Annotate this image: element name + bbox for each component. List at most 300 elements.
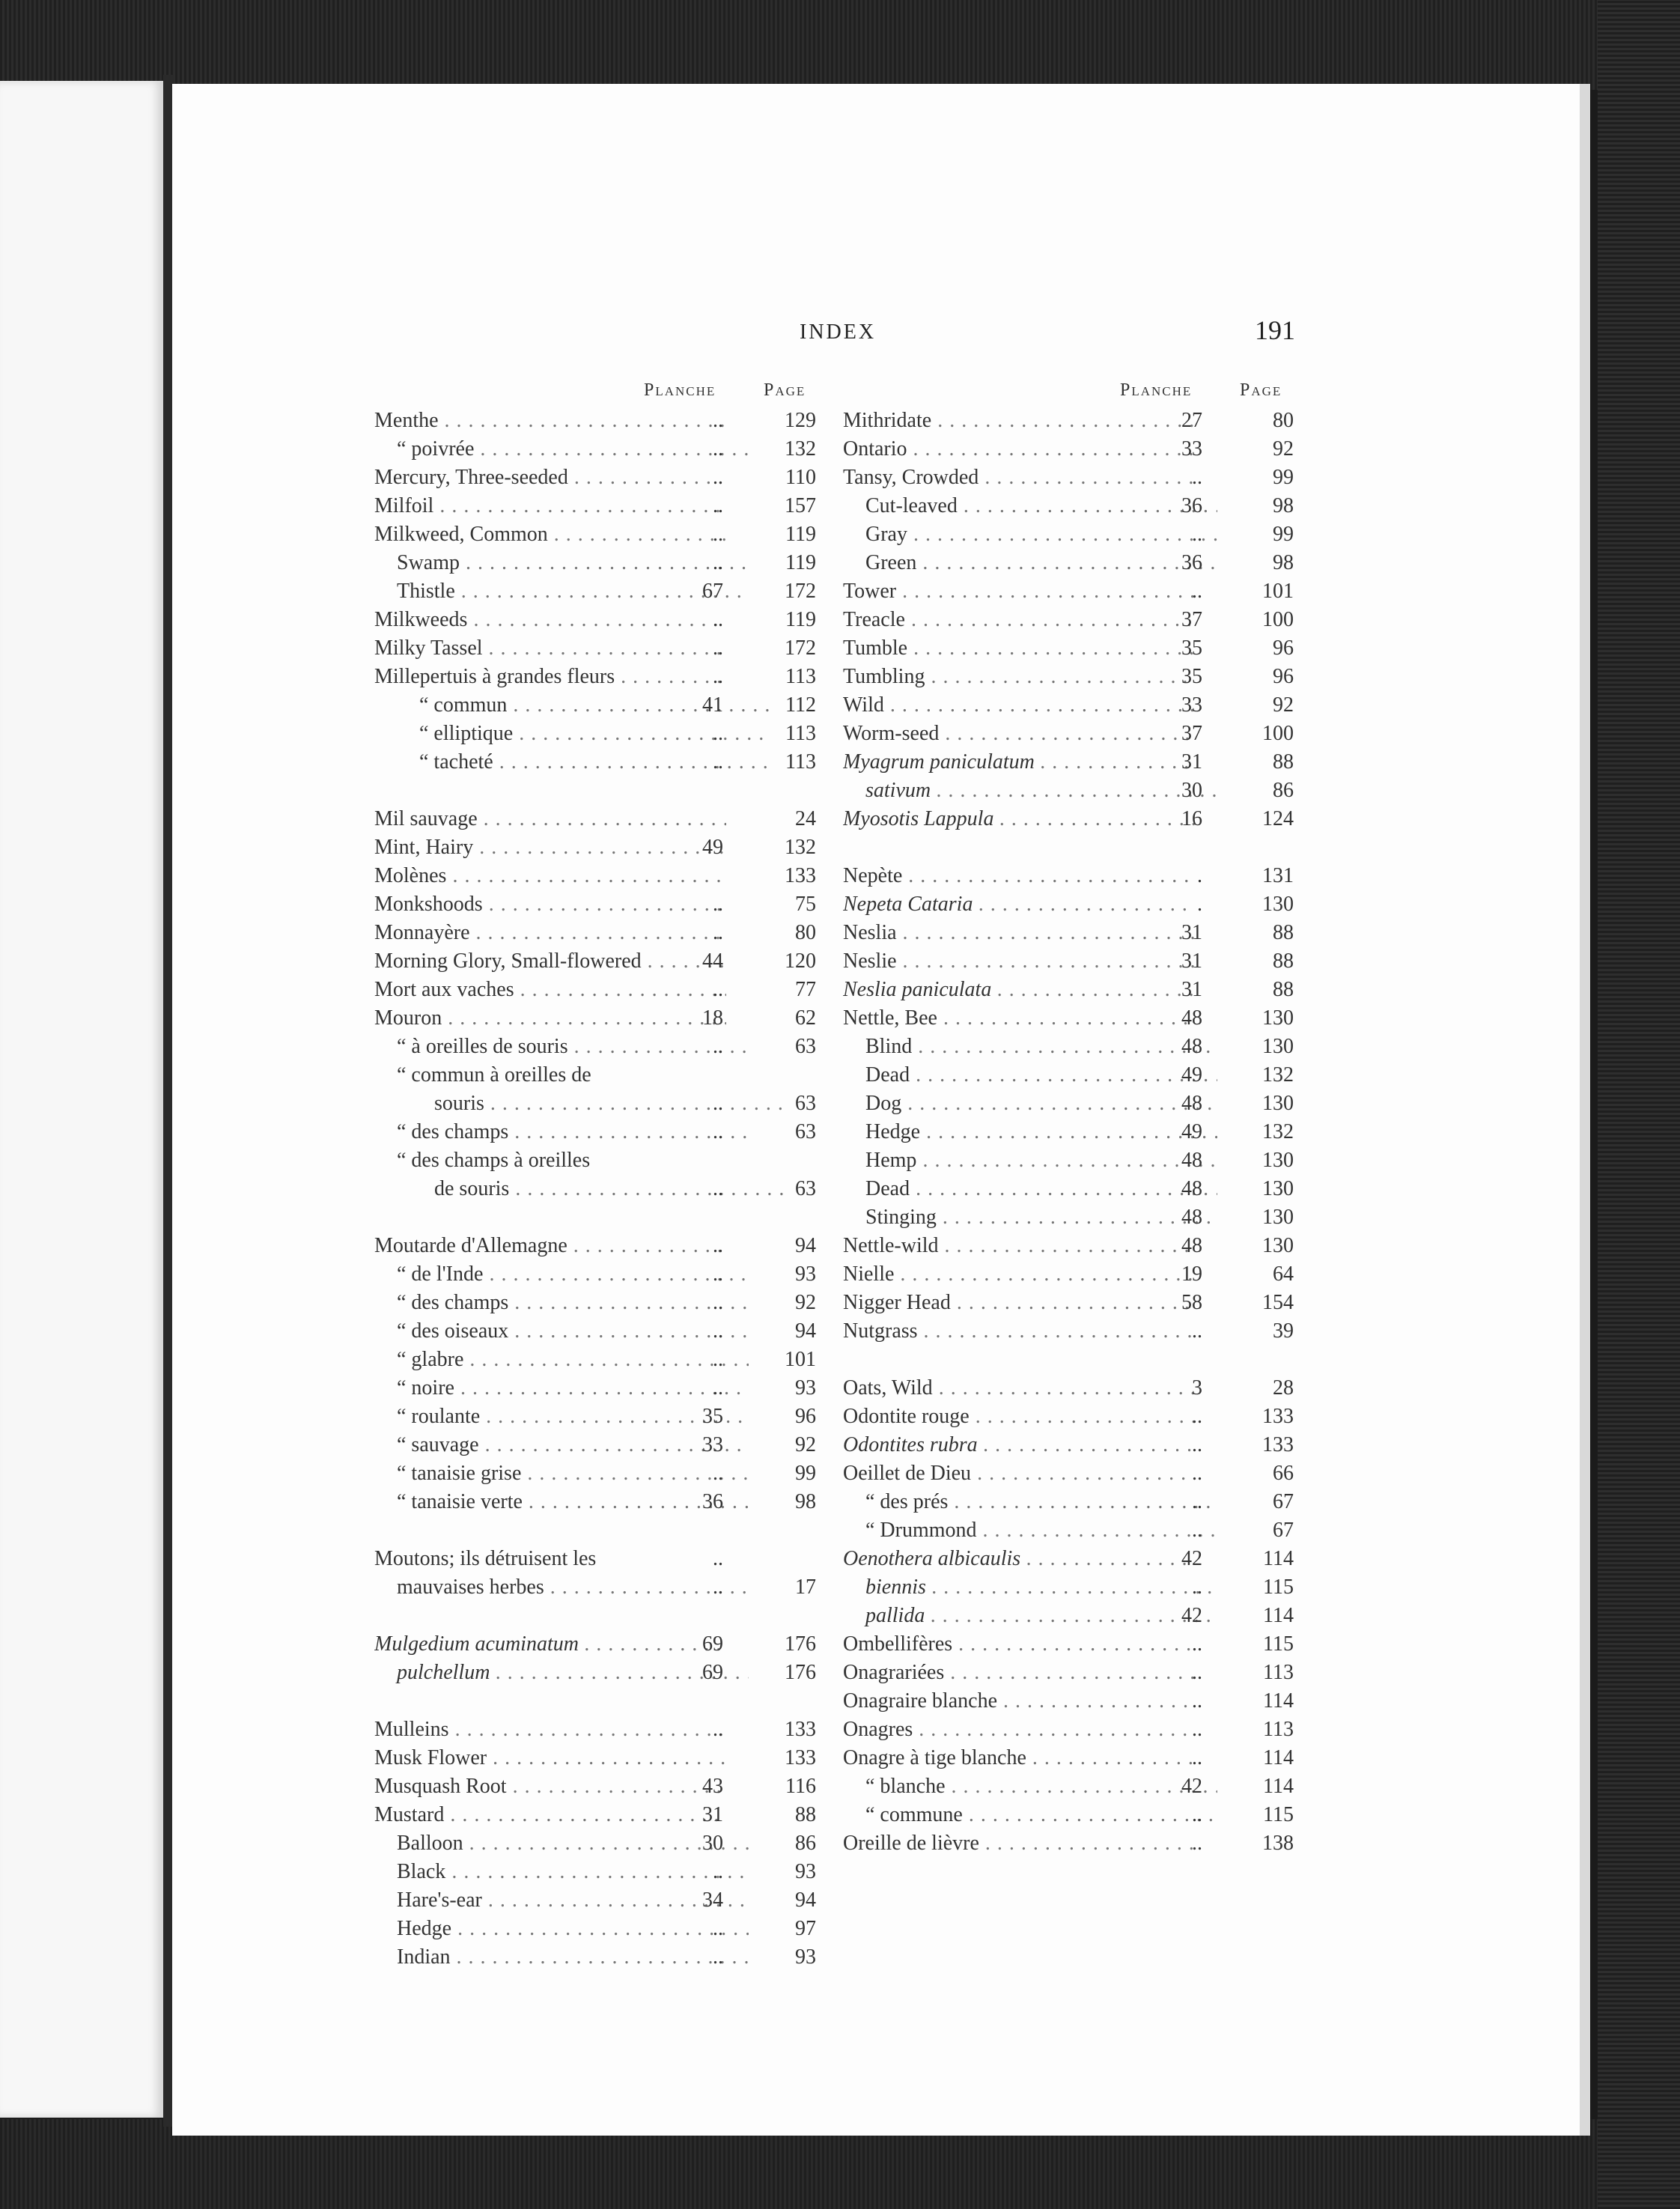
entry-name: Dead . . . (843, 1063, 1217, 1087)
entry-planche: 67 (702, 580, 723, 603)
index-entry (843, 1516, 1301, 1544)
entry-name: Morning Glory, Small-flowered . . . (374, 949, 726, 973)
entry-name: Indian . . . (374, 1945, 749, 1969)
entry-page: 100 (1262, 722, 1294, 745)
entry-name: Milkweeds . . . (374, 608, 726, 632)
entry-planche: .. (713, 1120, 723, 1143)
index-entry (374, 719, 824, 747)
entry-planche: .. (1192, 1319, 1202, 1343)
index-entry (374, 1402, 824, 1430)
entry-planche: 30 (702, 1832, 723, 1855)
index-entry (843, 1715, 1301, 1743)
entry-page: 96 (795, 1405, 816, 1428)
entry-planche: .. (713, 1177, 723, 1200)
entry-page: 132 (785, 836, 816, 859)
planche-heading: Planche (644, 380, 716, 400)
entry-planche: 27 (1181, 409, 1202, 432)
index-entry (374, 1117, 824, 1146)
entry-name: Thistle . . . (374, 580, 749, 604)
entry-planche: .. (1192, 523, 1202, 546)
entry-planche: 31 (1181, 978, 1202, 1001)
index-entry (843, 1573, 1301, 1601)
entry-name: Onagre à tige blanche . . . (843, 1746, 1195, 1770)
entry-name: “ des prés . . . (843, 1490, 1217, 1514)
entry-planche: .. (713, 1576, 723, 1599)
entry-planche: .. (1192, 1405, 1202, 1428)
entry-name: Swamp . . . (374, 551, 749, 575)
entry-planche: 31 (1181, 750, 1202, 774)
index-entry (374, 1942, 824, 1971)
entry-planche: 35 (702, 1405, 723, 1428)
page-number: 191 (1255, 315, 1295, 345)
planche-heading: Planche (1120, 380, 1193, 400)
entry-planche: 48 (1181, 1177, 1202, 1200)
index-entry (374, 690, 824, 719)
page-heading: Page (764, 380, 806, 400)
entry-page: 63 (795, 1035, 816, 1058)
index-entry (374, 1459, 824, 1487)
entry-planche: 42 (1181, 1547, 1202, 1570)
entry-page: 88 (1273, 949, 1294, 973)
entry-page: 114 (1263, 1775, 1294, 1798)
entry-page: 130 (1262, 1177, 1294, 1200)
index-entry (374, 1658, 824, 1686)
entry-planche: 69 (702, 1661, 723, 1684)
index-column-right (843, 380, 1301, 1857)
entry-page: 88 (795, 1803, 816, 1826)
entry-name: “ roulante . . . (374, 1405, 749, 1429)
entry-name: Myagrum paniculatum . . . (843, 750, 1195, 774)
index-entry (374, 1032, 824, 1060)
entry-name: de souris . . . (374, 1177, 786, 1201)
index-entry (843, 548, 1301, 577)
entry-planche: .. (713, 665, 723, 688)
entry-name: Milkweed, Common . . . (374, 523, 726, 547)
entry-planche: 49 (1181, 1120, 1202, 1143)
entry-planche: .. (713, 1547, 723, 1570)
entry-name: Myosotis Lappula . . . (843, 807, 1195, 831)
index-column-left (374, 380, 824, 1971)
entry-page: 132 (1262, 1063, 1294, 1087)
entry-planche: 49 (702, 836, 723, 859)
index-entry (374, 605, 824, 633)
entry-page: 119 (785, 551, 816, 574)
entry-name: Nepète . . . (843, 864, 1195, 888)
index-entry (843, 1316, 1301, 1345)
entry-planche: 31 (1181, 921, 1202, 944)
entry-page: 110 (785, 466, 816, 489)
entry-page: 80 (1273, 409, 1294, 432)
entry-planche: 42 (1181, 1604, 1202, 1627)
index-entry (374, 1231, 824, 1260)
entry-page: 113 (1263, 1661, 1294, 1684)
entry-name: Hedge . . . (843, 1120, 1217, 1144)
index-entry (843, 406, 1301, 434)
entry-name: “ poivrée . . . (374, 437, 749, 461)
index-entry (374, 747, 824, 776)
entry-planche: .. (713, 722, 723, 745)
entry-name: Mustard . . . (374, 1803, 726, 1827)
entry-name: Ontario . . . (843, 437, 1195, 461)
entry-planche: 16 (1181, 807, 1202, 830)
entry-page: 172 (785, 580, 816, 603)
index-entry (374, 1345, 824, 1373)
entry-planche: 58 (1181, 1291, 1202, 1314)
page-heading: Page (1240, 380, 1282, 400)
entry-page: 96 (1273, 636, 1294, 660)
entry-name: Monkshoods . . . (374, 893, 726, 917)
entry-name: “ elliptique . . . (374, 722, 771, 746)
index-entry (374, 1743, 824, 1772)
entry-page: 130 (1262, 893, 1294, 916)
entry-page: 130 (1262, 1234, 1294, 1257)
entry-name: Nepeta Cataria . . . (843, 893, 1195, 917)
entry-page: 93 (795, 1376, 816, 1400)
entry-name: Blind . . . (843, 1035, 1217, 1059)
entry-name: biennis . . . (843, 1576, 1217, 1599)
index-entries-right (843, 406, 1301, 1857)
entry-name: Tumble . . . (843, 636, 1195, 660)
index-entry (843, 662, 1301, 690)
entry-page: 92 (1273, 693, 1294, 717)
entry-name: Balloon . . . (374, 1832, 749, 1856)
entry-page: 113 (785, 750, 816, 774)
book-cover-right (1598, 0, 1680, 2209)
index-entry (843, 804, 1301, 833)
entry-page: 98 (1273, 494, 1294, 517)
entry-page: 92 (795, 1291, 816, 1314)
entry-planche: .. (1192, 580, 1202, 603)
entry-page: 93 (795, 1262, 816, 1286)
entry-name: Hedge . . . (374, 1917, 749, 1941)
entry-page: 99 (1273, 466, 1294, 489)
index-entry (374, 1772, 824, 1800)
index-entry (374, 1487, 824, 1516)
entry-planche: 36 (1181, 551, 1202, 574)
entry-planche: .. (1192, 1689, 1202, 1713)
entry-name: Worm-seed . . . (843, 722, 1195, 746)
entry-page: 120 (785, 949, 816, 973)
entry-name: Menthe . . . (374, 409, 726, 433)
index-entry (374, 662, 824, 690)
entry-name: Mercury, Three-seeded . . . (374, 466, 726, 490)
entry-name: Mint, Hairy . . . (374, 836, 726, 860)
entry-planche: .. (1192, 1746, 1202, 1769)
entry-page: 113 (785, 665, 816, 688)
entry-planche: 42 (1181, 1775, 1202, 1798)
index-entry (374, 1060, 824, 1089)
index-entry (843, 1800, 1301, 1829)
entry-planche: .. (1192, 1490, 1202, 1513)
index-entry (843, 605, 1301, 633)
entry-planche: .. (1192, 1718, 1202, 1741)
entry-name: “ à oreilles de souris . . . (374, 1035, 749, 1059)
index-entry (843, 1743, 1301, 1772)
running-header-title: INDEX (800, 320, 877, 344)
entry-name: Millepertuis à grandes fleurs . . . (374, 665, 726, 689)
entry-name: Neslia paniculata . . . (843, 978, 1195, 1002)
entry-planche: .. (713, 409, 723, 432)
index-entry (374, 633, 824, 662)
entry-planche: 33 (1181, 693, 1202, 717)
entry-page: 98 (1273, 551, 1294, 574)
entry-name: Gray . . . (843, 523, 1217, 547)
entry-name: “ commun à oreilles de (397, 1063, 591, 1087)
entry-page: 154 (1262, 1291, 1294, 1314)
index-entry (374, 1715, 824, 1743)
entry-planche: 34 (702, 1889, 723, 1912)
index-entry (374, 833, 824, 861)
entry-name: Stinging . . . (843, 1206, 1217, 1230)
entry-name: Wild . . . (843, 693, 1195, 717)
entry-planche: 69 (702, 1632, 723, 1656)
entry-name: Nielle . . . (843, 1262, 1195, 1286)
entry-page: 114 (1263, 1746, 1294, 1769)
entry-page: 130 (1262, 1149, 1294, 1172)
entry-name: Milfoil . . . (374, 494, 726, 518)
entry-planche: 31 (702, 1803, 723, 1826)
index-entry (843, 463, 1301, 491)
entry-planche: 33 (1181, 437, 1202, 461)
index-entry (843, 1459, 1301, 1487)
index-entry (374, 1629, 824, 1658)
column-headings (843, 380, 1301, 406)
entry-page: 119 (785, 523, 816, 546)
entry-name: souris . . . (374, 1092, 786, 1116)
index-entry (843, 1174, 1301, 1203)
book-cover-top (0, 0, 1680, 90)
entry-planche: .. (1192, 1632, 1202, 1656)
entry-name: pallida . . . (843, 1604, 1217, 1628)
entry-name: Oenothera albicaulis . . . (843, 1547, 1195, 1571)
entry-planche: 30 (1181, 779, 1202, 802)
entry-planche: .. (713, 494, 723, 517)
index-entry (843, 1601, 1301, 1629)
entry-planche: 33 (702, 1433, 723, 1456)
entry-planche: .. (713, 636, 723, 660)
entry-name: Hare's-ear . . . (374, 1889, 749, 1912)
entry-page: 130 (1262, 1035, 1294, 1058)
index-entry (374, 577, 824, 605)
entry-planche: .. (713, 551, 723, 574)
entry-page: 39 (1273, 1319, 1294, 1343)
index-entry (843, 1117, 1301, 1146)
index-entry (374, 975, 824, 1003)
entry-planche: .. (713, 466, 723, 489)
entry-name: “ des oiseaux . . . (374, 1319, 749, 1343)
entry-name: “ blanche . . . (843, 1775, 1217, 1799)
index-entry (843, 1146, 1301, 1174)
entry-name: Tower . . . (843, 580, 1195, 604)
entry-name: “ sauvage . . . (374, 1433, 749, 1457)
entry-planche: 49 (1181, 1063, 1202, 1087)
entry-page: 62 (795, 1006, 816, 1030)
entry-page: 93 (795, 1860, 816, 1883)
entry-planche: .. (713, 1860, 723, 1883)
index-entry (374, 1914, 824, 1942)
entry-planche: .. (713, 1462, 723, 1485)
entry-page: 80 (795, 921, 816, 944)
entry-planche: 48 (1181, 1035, 1202, 1058)
entry-name: Hemp . . . (843, 1149, 1217, 1173)
entry-planche: .. (1192, 1803, 1202, 1826)
entry-page: 94 (795, 1889, 816, 1912)
entry-name: Mulgedium acuminatum . . . (374, 1632, 726, 1656)
index-entry (843, 1686, 1301, 1715)
entry-page: 113 (785, 722, 816, 745)
index-entry (374, 918, 824, 947)
entry-planche: .. (1192, 1576, 1202, 1599)
entry-page: 66 (1273, 1462, 1294, 1485)
facing-page-edge (0, 81, 163, 2118)
entry-name: Mort aux vaches . . . (374, 978, 726, 1002)
entry-page: 94 (795, 1319, 816, 1343)
entry-planche: . (1197, 893, 1202, 916)
index-entry (843, 975, 1301, 1003)
entry-name: Dead . . . (843, 1177, 1217, 1201)
entry-planche: . (1197, 864, 1202, 887)
entry-planche: 3 (1192, 1376, 1202, 1400)
entry-page: 133 (1262, 1433, 1294, 1456)
entry-page: 112 (785, 693, 816, 717)
entry-page: 130 (1262, 1092, 1294, 1115)
entry-page: 172 (785, 636, 816, 660)
entry-page: 86 (795, 1832, 816, 1855)
column-headings (374, 380, 824, 406)
entry-name: “ tanaisie verte . . . (374, 1490, 749, 1514)
entry-name: “ tacheté . . . (374, 750, 771, 774)
index-entry (843, 1373, 1301, 1402)
entry-planche: 37 (1181, 608, 1202, 631)
entry-name: Ombellifères . . . (843, 1632, 1195, 1656)
index-entry (374, 1288, 824, 1316)
entry-page: 133 (785, 864, 816, 887)
entry-name: “ Drummond . . . (843, 1519, 1217, 1543)
entry-page: 115 (1263, 1632, 1294, 1656)
entry-planche: .. (713, 1092, 723, 1115)
entry-name: Onagres . . . (843, 1718, 1195, 1742)
entry-name: Tumbling . . . (843, 665, 1195, 689)
entry-page: 114 (1263, 1689, 1294, 1713)
entry-name: “ commun . . . (374, 693, 771, 717)
index-entry (843, 861, 1301, 890)
entry-page: 88 (1273, 921, 1294, 944)
index-entry (843, 1829, 1301, 1857)
entry-planche: .. (713, 1376, 723, 1400)
entry-name: “ glabre . . . (374, 1348, 749, 1372)
index-entry (843, 1487, 1301, 1516)
entry-name: “ de l'Inde . . . (374, 1262, 749, 1286)
entry-page: 113 (1263, 1718, 1294, 1741)
entry-name: Nettle, Bee . . . (843, 1006, 1195, 1030)
entry-page: 92 (795, 1433, 816, 1456)
entry-page: 99 (795, 1462, 816, 1485)
entry-planche: .. (713, 1291, 723, 1314)
entry-name: Dog . . . (843, 1092, 1217, 1116)
index-entry (843, 491, 1301, 520)
entry-page: 116 (785, 1775, 816, 1798)
index-entry (374, 947, 824, 975)
index-entry (843, 1402, 1301, 1430)
index-entry (843, 434, 1301, 463)
entry-name: Molènes . . . (374, 864, 726, 888)
index-entry (843, 1629, 1301, 1658)
entry-name: Neslia . . . (843, 921, 1195, 945)
index-entry (843, 1772, 1301, 1800)
entry-planche: 18 (702, 1006, 723, 1030)
entry-page: 98 (795, 1490, 816, 1513)
entry-name: Monnayère . . . (374, 921, 726, 945)
entry-planche: 35 (1181, 636, 1202, 660)
entry-planche: .. (713, 1262, 723, 1286)
entry-name: Odontites rubra . . . (843, 1433, 1195, 1457)
entry-page: 94 (795, 1234, 816, 1257)
entry-planche: .. (713, 921, 723, 944)
entry-planche: .. (1192, 1519, 1202, 1542)
entry-planche: .. (713, 608, 723, 631)
entry-page: 132 (785, 437, 816, 461)
entry-name: Green . . . (843, 551, 1217, 575)
entry-name: Odontite rouge . . . (843, 1405, 1195, 1429)
entry-page: 96 (1273, 665, 1294, 688)
entry-name: Mil sauvage . . . (374, 807, 726, 831)
entry-planche: 44 (702, 949, 723, 973)
entry-page: 67 (1273, 1490, 1294, 1513)
entry-planche: 48 (1181, 1149, 1202, 1172)
entry-name: Nutgrass . . . (843, 1319, 1195, 1343)
entry-planche: 36 (1181, 494, 1202, 517)
entry-planche: .. (713, 523, 723, 546)
entry-name: Musquash Root . . . (374, 1775, 726, 1799)
entry-page: 100 (1262, 608, 1294, 631)
index-entry (843, 719, 1301, 747)
entry-planche: .. (713, 437, 723, 461)
index-entry (843, 1089, 1301, 1117)
entry-name: Black . . . (374, 1860, 749, 1884)
index-entry (374, 520, 824, 548)
entry-planche: .. (1192, 1832, 1202, 1855)
entry-page: 101 (1262, 580, 1294, 603)
index-entry (843, 1288, 1301, 1316)
entry-page: 157 (785, 494, 816, 517)
index-entry (843, 1231, 1301, 1260)
index-entry (374, 1430, 824, 1459)
entry-page: 133 (1262, 1405, 1294, 1428)
entry-name: “ des champs . . . (374, 1291, 749, 1315)
entry-page: 28 (1273, 1376, 1294, 1400)
index-entry (374, 861, 824, 890)
index-entry (374, 1146, 824, 1174)
entry-page: 97 (795, 1917, 816, 1940)
index-entry (374, 548, 824, 577)
index-entry (843, 747, 1301, 776)
entry-name: sativum . . . (843, 779, 1217, 803)
index-entry (374, 1373, 824, 1402)
entry-page: 176 (785, 1661, 816, 1684)
entry-name: Oats, Wild . . . (843, 1376, 1195, 1400)
index-entry (843, 1430, 1301, 1459)
index-entry (374, 1573, 824, 1601)
entry-name: Milky Tassel . . . (374, 636, 726, 660)
entry-planche: .. (1192, 466, 1202, 489)
index-entry (843, 1060, 1301, 1089)
entry-planche: .. (713, 1035, 723, 1058)
entry-page: 64 (1273, 1262, 1294, 1286)
entry-planche: 36 (702, 1490, 723, 1513)
index-entry (843, 690, 1301, 719)
entry-page: 114 (1263, 1547, 1294, 1570)
entry-planche: .. (713, 1718, 723, 1741)
